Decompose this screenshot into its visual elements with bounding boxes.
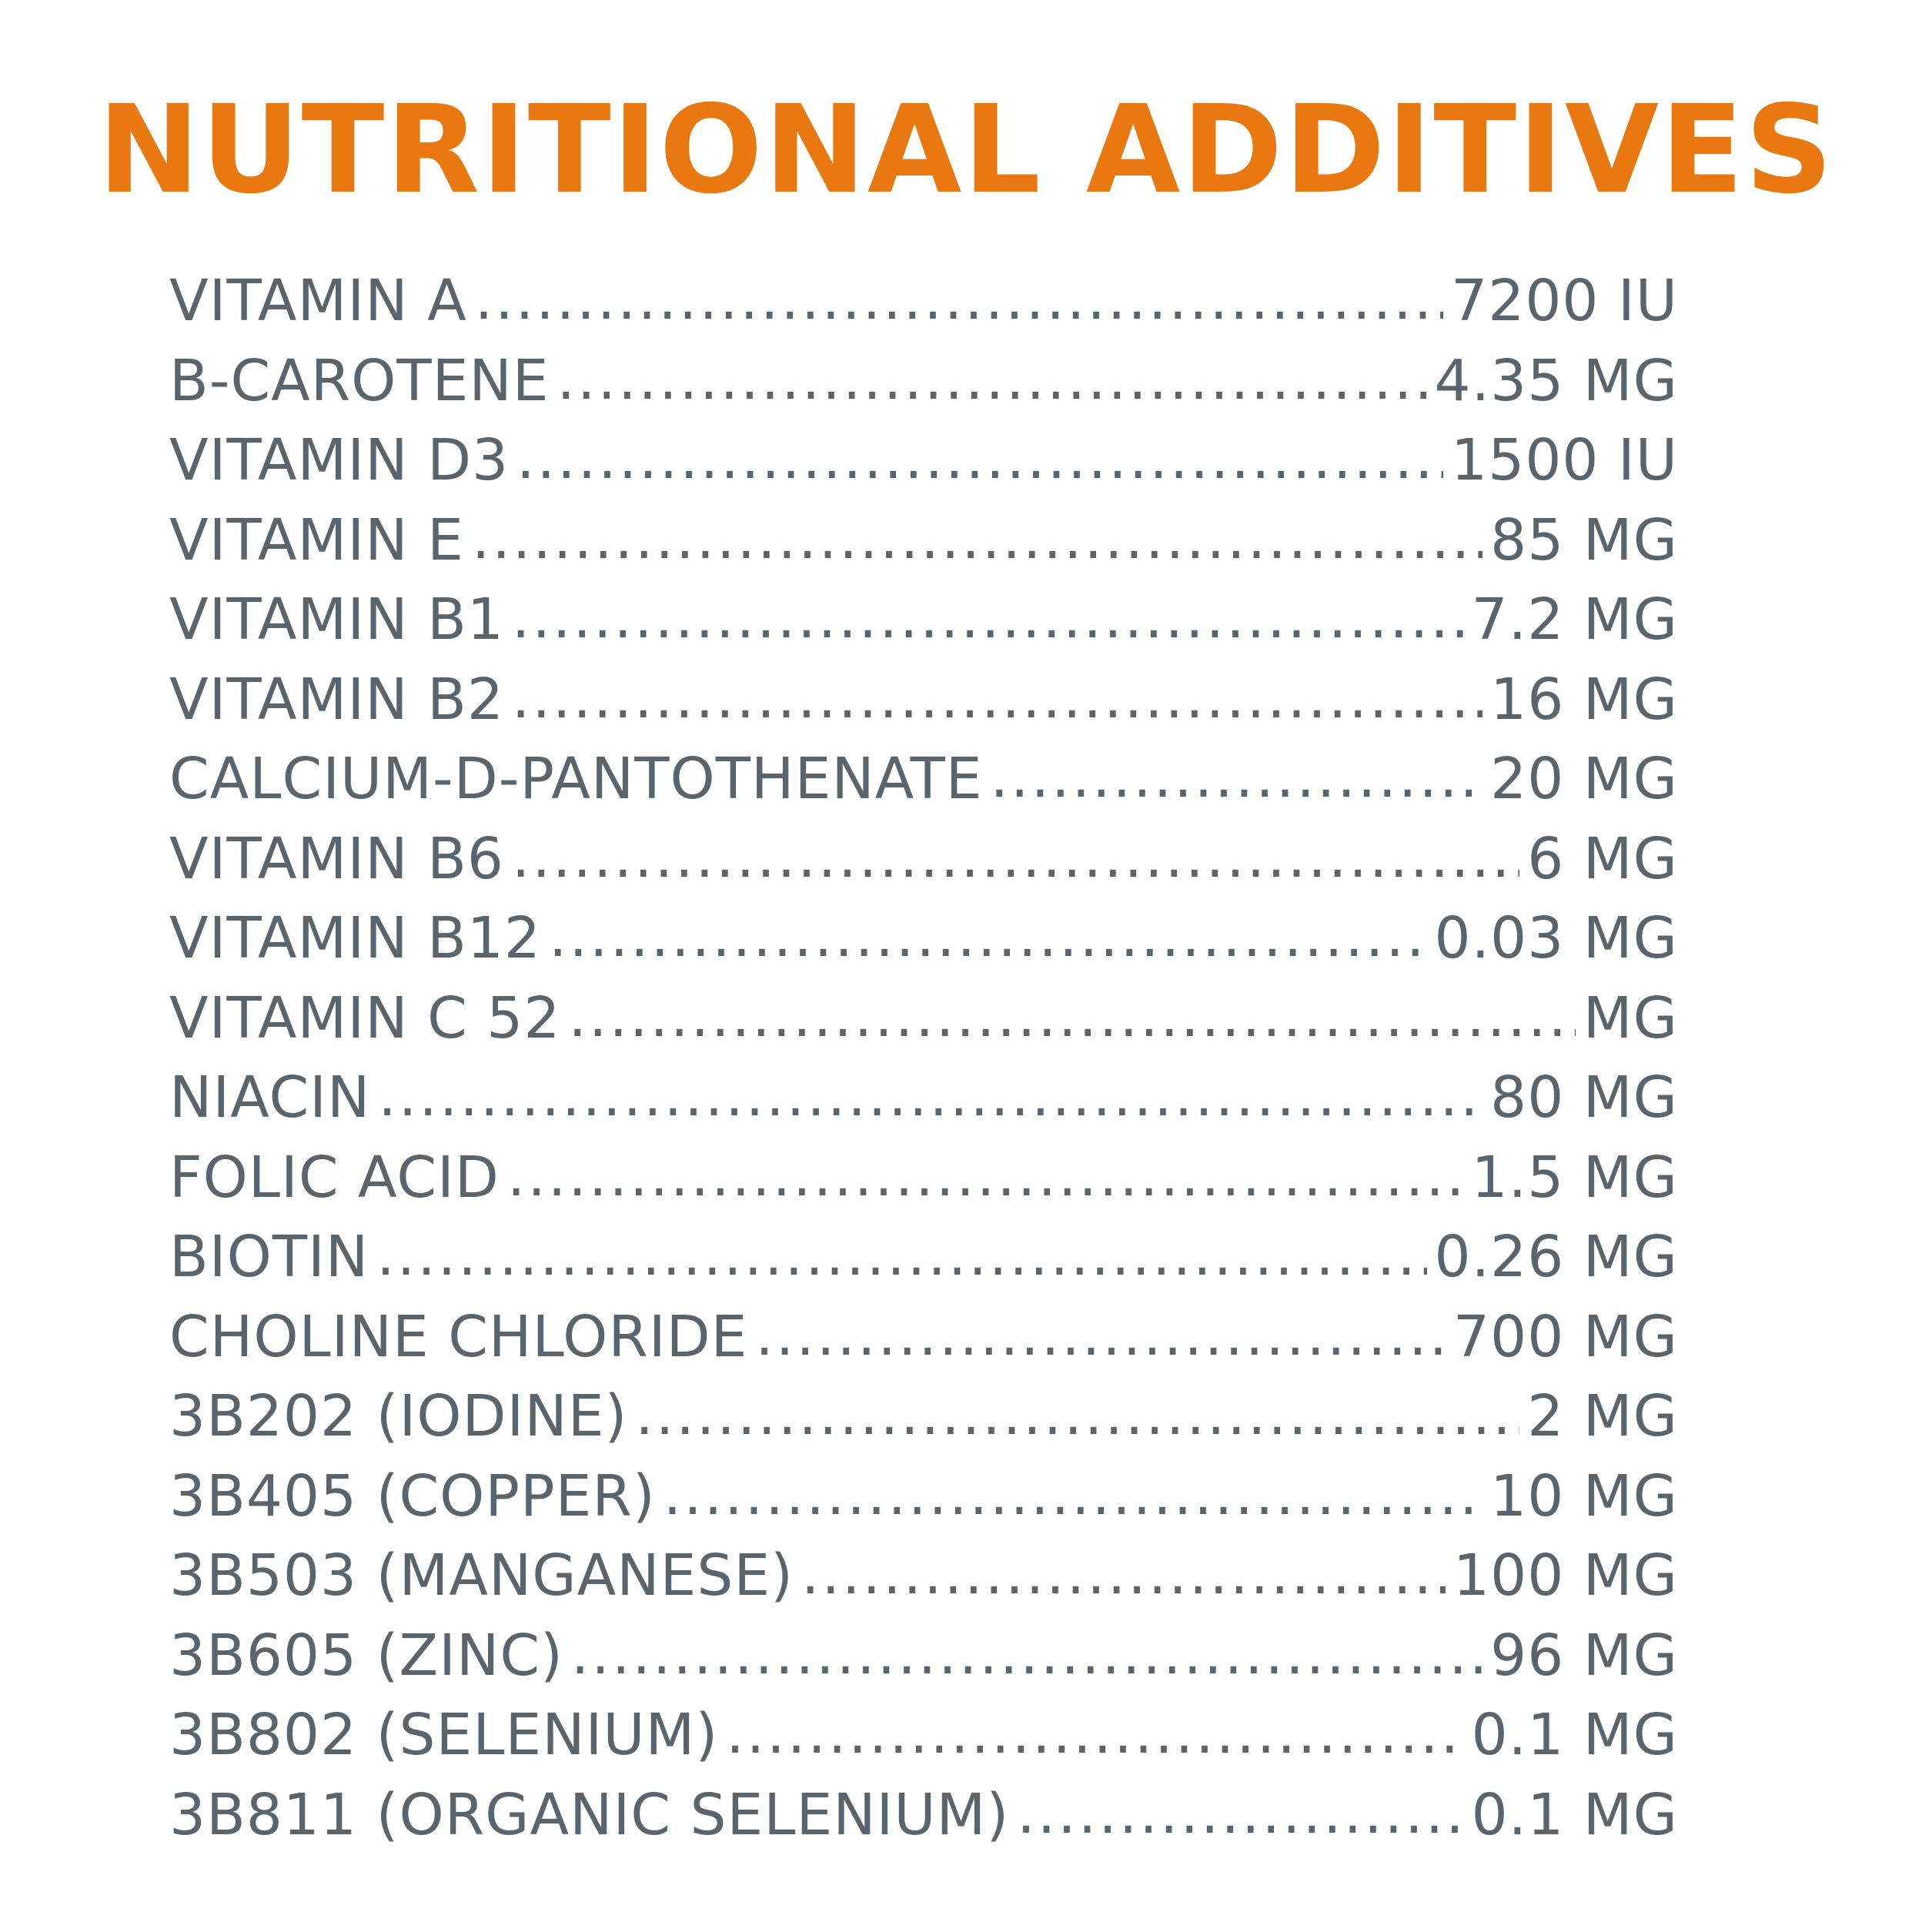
item-name: 3B802 (SELENIUM) (169, 1702, 719, 1768)
list-item (169, 1457, 1678, 1537)
dot-leader (991, 738, 1483, 818)
list-item (169, 1138, 1678, 1218)
item-value: 7200 IU (1451, 268, 1678, 334)
dot-leader (516, 419, 1443, 500)
item-name: 3B202 (IODINE) (169, 1383, 628, 1449)
dot-leader (512, 659, 1482, 739)
item-value: 700 MG (1453, 1303, 1678, 1370)
item-name: BIOTIN (169, 1224, 369, 1290)
item-value: 6 MG (1527, 825, 1678, 892)
list-item (169, 1776, 1678, 1856)
dot-leader (472, 500, 1482, 580)
item-value: 10 MG (1490, 1462, 1678, 1529)
item-name: NIACIN (169, 1065, 371, 1131)
item-name: VITAMIN B12 (169, 905, 542, 971)
list-item (169, 501, 1678, 581)
item-value: 0.03 MG (1434, 905, 1678, 971)
list-item (169, 580, 1678, 660)
dot-leader (635, 1375, 1519, 1456)
item-value: MG (1583, 984, 1678, 1051)
dot-leader (507, 1137, 1464, 1217)
list-item (169, 979, 1678, 1059)
list-item (169, 740, 1678, 820)
item-value: 20 MG (1490, 746, 1678, 812)
item-value: 85 MG (1490, 506, 1678, 573)
item-value: 4.35 MG (1434, 347, 1678, 414)
item-name: 3B811 (ORGANIC SELENIUM) (169, 1781, 1010, 1848)
item-value: 96 MG (1490, 1622, 1678, 1689)
list-item (169, 899, 1678, 979)
item-name: VITAMIN B1 (169, 587, 504, 653)
dot-leader (512, 818, 1519, 898)
item-value: 0.1 MG (1471, 1781, 1678, 1848)
item-name: VITAMIN B6 (169, 825, 504, 892)
item-value: 7.2 MG (1471, 587, 1678, 653)
item-name: VITAMIN A (169, 268, 467, 334)
dot-leader (726, 1694, 1463, 1774)
dot-leader (755, 1296, 1446, 1376)
list-item (169, 1298, 1678, 1378)
item-name: VITAMIN D3 (169, 427, 510, 493)
item-value: 16 MG (1490, 666, 1678, 733)
list-item (169, 1536, 1678, 1616)
item-name: CALCIUM-D-PANTOTHENATE (169, 746, 983, 812)
list-item (169, 1696, 1678, 1776)
dot-leader (549, 897, 1427, 978)
dot-leader (378, 1057, 1482, 1137)
item-name: VITAMIN C 52 (169, 984, 561, 1051)
page-title: NUTRITIONAL ADDITIVES (98, 79, 1834, 221)
dot-leader (663, 1456, 1482, 1536)
list-item (169, 342, 1678, 422)
item-value: 100 MG (1453, 1543, 1678, 1609)
list-item (169, 262, 1678, 342)
item-name: 3B405 (COPPER) (169, 1462, 656, 1529)
list-item (169, 1218, 1678, 1298)
dot-leader (475, 260, 1443, 340)
item-value: 1.5 MG (1471, 1144, 1678, 1211)
item-name: FOLIC ACID (169, 1144, 500, 1211)
item-name: 3B503 (MANGANESE) (169, 1543, 794, 1609)
item-value: 80 MG (1490, 1065, 1678, 1131)
dot-leader (1017, 1774, 1463, 1854)
item-value: 0.1 MG (1471, 1702, 1678, 1768)
dot-leader (571, 1615, 1482, 1695)
dot-leader (557, 340, 1427, 420)
list-item (169, 1377, 1678, 1457)
item-name: 3B605 (ZINC) (169, 1622, 563, 1689)
item-name: CHOLINE CHLORIDE (169, 1303, 748, 1370)
item-value: 0.26 MG (1434, 1224, 1678, 1290)
dot-leader (376, 1216, 1426, 1296)
item-value: 2 MG (1527, 1383, 1678, 1449)
additives-list (169, 262, 1678, 1855)
item-value: 1500 IU (1451, 427, 1678, 493)
list-item (169, 1058, 1678, 1138)
item-name: B-CAROTENE (169, 347, 550, 414)
item-name: VITAMIN E (169, 506, 464, 573)
dot-leader (801, 1535, 1446, 1615)
list-item (169, 820, 1678, 900)
item-name: VITAMIN B2 (169, 666, 504, 733)
dot-leader (512, 579, 1464, 659)
list-item (169, 660, 1678, 740)
list-item (169, 421, 1678, 501)
list-item (169, 1616, 1678, 1696)
dot-leader (568, 978, 1575, 1058)
